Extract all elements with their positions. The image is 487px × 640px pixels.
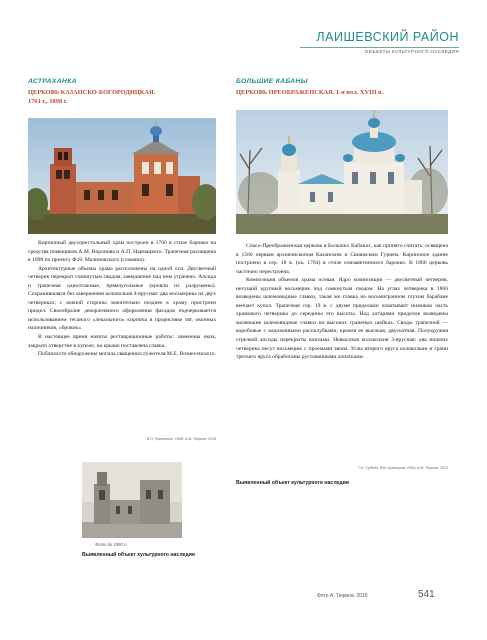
- right-photo-credit: Г.Н. Судеба, В.В. Кузнецова, 1994; А.М. Тюрина, 2013: [358, 466, 448, 470]
- left-paragraph: Кирпичный двухпрестольный храм построен в 1760 в стиле барокко на средства помещиков А.М. Воронова и А.П. Нармацкого. Трапезная расширена в 1898 по проекту Ф.Н. Малиновского (сломана).: [28, 240, 216, 264]
- right-paragraph: Спасо-Преображенская церковь в Больших Кабанах, как принято считать, освящена в 1560 первым архиепископом Казанским и Свияжским Гурием. Кирпичное здание построено в сер. 18 в. (ок. 1764) в стиле елизаветинского барокко. В 1866 церковь частично перестроена.: [236, 243, 448, 275]
- right-body-text: [236, 242, 448, 362]
- old-church-photo: [82, 462, 182, 538]
- header-rule: [300, 47, 459, 48]
- left-photo-credit: В.П. Прилепкин, 1998; А.М. Тюрина, 2018: [146, 437, 216, 441]
- left-paragraph: Архитектурные объемы храма расположены на одной оси. Двусветный четверик перекрыт сомкнутым сводом, завершение над ним утрачено. Апсида и трапезная одноэтажные, прямоугольные (кровли их разрушены). Сохранившаяся без завершения колокольня 4-ярусная: два восьмерика на двух четвериках; с южной стороны значительно позднее к храму пристроен придел. Своеобразие декоративного оформления фасадов подчеркивается использованием тесаного «лекального» кирпича в прорисовке тяг, оконных наличников, «бровок».: [28, 265, 216, 332]
- right-church-title: ЦЕРКОВЬ ПРЕОБРАЖЕНСКАЯ. 1-я пол. XVIII в.: [236, 89, 384, 96]
- old-photo-caption: Фото до 1990 г.: [95, 542, 128, 547]
- page-subheader: [365, 49, 459, 54]
- left-church-photo: [28, 118, 216, 234]
- footer-photo-credit: Фото А. Тюрина, 2015: [317, 593, 368, 599]
- right-place-name: БОЛЬШИЕ КАБАНЫ: [236, 78, 308, 85]
- left-heading: [28, 78, 216, 106]
- region-title: ЛАИШЕВСКИЙ РАЙОН: [316, 30, 459, 44]
- region-subtitle: ОБЪЕКТЫ КУЛЬТУРНОГО НАСЛЕДИЯ: [364, 49, 459, 54]
- left-body-text: [28, 239, 216, 359]
- left-heritage-caption: Выявленный объект культурного наследия: [82, 552, 195, 558]
- page-number: 541: [418, 589, 435, 600]
- right-heritage-caption: Выявленный объект культурного наследия: [236, 480, 349, 486]
- right-church-photo: [236, 110, 448, 234]
- left-church-line2: 1761 г., 1898 г.: [28, 98, 68, 105]
- left-place-name: АСТРАХАНКА: [28, 78, 77, 85]
- left-paragraph: В настоящее время начаты реставрационные работы: заменены окна, закрыто отверстие в куполе, на крыше поставлена главка.: [28, 334, 216, 349]
- left-church-line1: ЦЕРКОВЬ КАЗАНСКО-БОГОРОДИЦКАЯ.: [28, 89, 156, 96]
- right-paragraph: Композиция объемов храма осевая. Ядро композиции — двусветный четверик, несущий крупный восьмерик под сомкнутым сводом. На углах четверика в 1866 возведены шлемовидные главки, такая же главка на восьмигранном глухом барабане венчает купол. Трапезная сер. 19 в. с двумя приделами охватывает нижнюю часть храмового четверика до середины его высоты. Над алтарями приделов возведены маленькие шлемовидные главки на высоких граненых шейках. Своды трапезной — коробовые с надоконными распалубками, кровля ее высокая, двускатная. Полукружия стрелкой апсиды перекрыты конхами. Невысокая колокольня 3-ярусная: два нижних четверика несут восьмерик с проемами звона. Углы второго яруса колокольни и грани третьего яруса обработаны рустованными лопатками.: [236, 277, 448, 361]
- left-church-title: [28, 88, 216, 106]
- left-paragraph: Поблизости обнаружены могила священнослужителя М.Е. Вознесенского.: [38, 351, 216, 358]
- page-header: [316, 30, 459, 44]
- right-heading: [236, 78, 448, 97]
